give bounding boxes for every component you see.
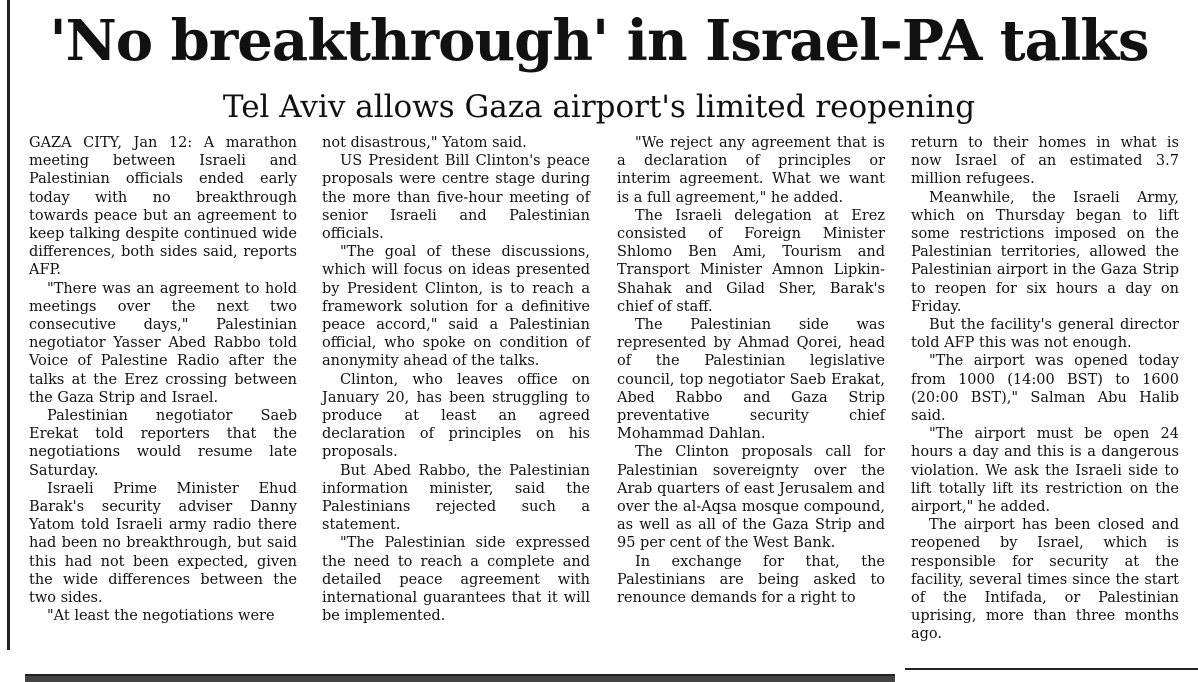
paragraph: "The goal of these discussions, which will focus on ideas presented by President Clinton, is to reach a framework solution for a definitive peace accord," said a Palestinian official, who spoke on condition of anonymity ahead of the talks. [322, 244, 590, 370]
article-column-3 [617, 134, 885, 607]
paragraph: In exchange for that, the Palestinians are being asked to renounce demands for a right to [617, 553, 885, 607]
article-column-1 [29, 134, 297, 625]
paragraph: return to their homes in what is now Israel of an estimated 3.7 million refugees. [911, 135, 1179, 188]
headline: 'No breakthrough' in Israel-PA talks [49, 8, 1149, 74]
paragraph: US President Bill Clinton's peace proposals were centre stage during the more than five-hour meeting of senior Israeli and Palestinian officials. [322, 153, 590, 243]
article-column-2 [322, 134, 590, 625]
paragraph: But Abed Rabbo, the Palestinian information minister, said the Palestinians rejected such a statement. [322, 462, 590, 534]
paragraph: The airport has been closed and reopened by Israel, which is responsible for security at the facility, several times since the start of the Intifada, or Palestinian uprising, more than three months ago. [911, 517, 1179, 643]
paragraph: Palestinian negotiator Saeb Erekat told reporters that the negotiations would resume late Saturday. [29, 408, 297, 479]
paragraph: The Clinton proposals call for Palestinian sovereignty over the Arab quarters of east Jerusalem and over the al-Aqsa mosque compound, as well as all of the Gaza Strip and 95 per cent of the West Bank. [617, 444, 885, 552]
paragraph: "At least the negotiations were [47, 608, 275, 625]
paragraph: "The Palestinian side expressed the need to reach a complete and detailed peace agreement with international guarantees that it will be implemented. [322, 535, 590, 625]
paragraph: not disastrous," Yatom said. [322, 135, 527, 151]
paragraph: "The airport must be open 24 hours a day and this is a dangerous violation. We ask the Israeli side to lift totally lift its restriction on the airport," he added. [911, 426, 1179, 516]
paragraph: GAZA CITY, Jan 12: A marathon meeting between Israeli and Palestinian officials ended early today with no breakthrough towards peace but an agreement to keep talking despite continued wide differences, both sides said, reports AFP. [29, 135, 297, 279]
column-rule [905, 668, 1198, 670]
article-column-4 [911, 134, 1179, 644]
paragraph: The Israeli delegation at Erez consisted of Foreign Minister Shlomo Ben Ami, Tourism and Transport Minister Amnon Lipkin-Shahak and Gilad Sher, Barak's chief of staff. [617, 207, 885, 315]
paragraph: "We reject any agreement that is a declaration of principles or interim agreement. What we want is a full agreement," he added. [617, 135, 885, 206]
paragraph: "There was an agreement to hold meetings over the next two consecutive days," Palestinian negotiator Yasser Abed Rabbo told Voice of Palestine Radio after the talks at the Erez crossing between the Gaza Strip and Israel. [29, 280, 297, 406]
subheadline: Tel Aviv allows Gaza airport's limited reopening [222, 89, 976, 125]
paragraph: "The airport was opened today from 1000 (14:00 BST) to 1600 (20:00 BST)," Salman Abu Halib said. [911, 353, 1179, 425]
paragraph: The Palestinian side was represented by Ahmad Qorei, head of the Palestinian legislative council, top negotiator Saeb Erakat, Abed Rabbo and Gaza Strip preventative security chief Mohammad Dahlan. [617, 317, 885, 443]
paragraph: Meanwhile, the Israeli Army, which on Thursday began to lift some restrictions imposed on the Palestinian territories, allowed the Palestinian airport in the Gaza Strip to reopen for six hours a day on Friday. [911, 189, 1179, 315]
paragraph: Israeli Prime Minister Ehud Barak's security adviser Danny Yatom told Israeli army radio there had been no breakthrough, but said this had not been expected, given the wide differences between the two sides. [29, 480, 297, 607]
paragraph: But the facility's general director told AFP this was not enough. [911, 317, 1179, 352]
next-article-image-edge [25, 674, 895, 682]
paragraph: Clinton, who leaves office on January 20, has been struggling to produce at least an agreed declaration of principles on his proposals. [322, 371, 590, 461]
